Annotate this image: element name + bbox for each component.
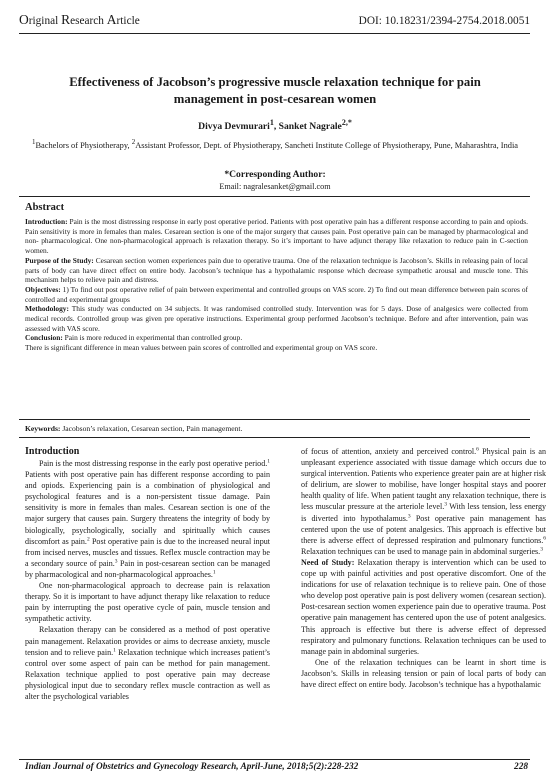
footer [25,762,528,772]
keywords-rule [19,437,530,438]
right-column [301,446,546,690]
paragraph: One non-pharmacological approach to decrease pain is relaxation therapy. So it is important to have adjunct therapy like relaxation to reduce pain by interrupting the post operative cycle of pain, muscle tension and sympathetic activity. [25,581,270,624]
abstract-purpose: Purpose of the Study: Cesarean section women experiences pain due to operative trauma. One of the relaxation technique is Jacobson’s. Skills in releasing pain of local parts of body can have direct effect on entire body. Jacobson’s technique has a hypothalamic response which decrease sympathetic arousal and muscle tone. This mechanism helps to relieve pain and distress. [25,255,528,285]
article-title: Effectiveness of Jacobson’s progressive muscle relaxation technique for pain management in post-cesarean women [69,75,481,106]
header-rule [19,33,530,34]
abstract-objectives: Objectives: 1) To find out post operative relief of pain between experimental and controlled groups on VAS score. 2) To find out mean difference between pain scores of controlled and experimental groups [25,284,528,304]
footer-rule [19,759,530,760]
abstract-intro: Introduction: Pain is the most distressing response in early post operative period. Patients with post operative pain has a different response according to pain and opiods. Pain sensitivity is more in females than males. Cesarean section is one of the major surgery that causes pain. Post operative pain can be managed by pharmacological and non- pharmacological. One non-pharmacological approach is relaxation therapy. So it’s important to have adjunct therapy like relaxation to reduce pain in C-section women. [25,217,528,256]
corresponding-email[interactable]: Email: nagralesanket@gmail.com [219,182,331,191]
paragraph: One of the relaxation techniques can be learnt in short time is Jacobson’s. Skills in releasing tension or pain of local parts of body can have direct effect on entire body. Jacobson’s technique has a hypothalamic [301,657,546,689]
article-type: Original Research Article [19,12,140,27]
introduction-heading: Introduction [25,446,80,457]
paragraph: Pain is the most distressing response in the early post operative period.$^1$ Patients with post operative pain has different response according to pain and opiods. Experiencing pain is a combination of physiological and psychological features and is a non-persistent tissue damage. Pain sensitivity is more in females than males. Cesarean section is one of the major surgery that causes pain. Surgery threatens the integrity of body by biologically, psychologically, socially and spiritually which causes discomfort as pain.$^2$ Post operative pain is due to the increased neural input from incised nerves, muscles and tissues. Reflex muscle contraction may be a secondary source of pain.$^3$ Pain in post-cesarean section can be managed by pharmacological and non-pharmacological approaches.$^1$ [25,458,270,579]
abstract-body [25,217,528,353]
paragraph: Relaxation therapy can be considered as a method of post operative pain management. Relaxation provides or aims to decrease anxiety, muscle tension and to relieve pain.$^1$ Relaxation technique which increases patient’s control over some aspect of pain can be method for pain management. Relaxation technique applied to post operative pain may decrease physiological input due to secondary reflex muscle contraction as well as alter the psychological variables [25,625,270,701]
abstract-methodology: Methodology: This study was conducted on 34 subjects. It was randomised controlled study. Intervention was for 5 days. Dose of analgesics were collected from medical records. Controlled group was given pre operative instructions. Experimental group performed Jacobson’s technique. Before and after intervention, pain was assessed with VAS score. [25,304,528,333]
doi[interactable]: DOI: 10.18231/2394-2754.2018.0051 [358,15,530,27]
authors: Divya Devmurari$^1$, Sanket Nagrale$^{2,*}$ [198,118,352,133]
keywords: Keywords: Jacobson’s relaxation, Cesarean section, Pain management. [25,424,243,433]
affiliations: $^1$Bachelors of Physiotherapy, $^2$Assistant Professor, Dept. of Physiotherapy, Sancheti Institute College of Physiotherapy, Pune, Maharashtra, India [31,138,519,150]
abstract-last-line: There is significant difference in mean values between pain scores of controlled and experimental group on VAS score. [25,343,378,353]
page-number: 228 [514,762,528,772]
abstract-rule-top [19,196,530,197]
abstract-heading: Abstract [25,202,65,213]
need-of-study: Need of Study: Relaxation therapy is intervention which can be used to cope up with painful activities and post operative discomfort. One of the indications for use of relaxation technique is to relieve pain. One of those who develop post operative pain is post delivery women (cesarean section). Post-cesarean section women experience pain due to operative trauma. Post operative pain management has centered upon the use of potent analgesics. This approach is effective but there is adverse effect of depressed respiratory and pulmonary functions. Relaxation techniques can be used to manage pain in abdominal surgeries. [301,557,546,656]
abstract-conclusion: Conclusion: Pain is more reduced in experimental than controlled group. [25,333,243,343]
author-1: Divya Devmurari [198,121,270,133]
running-header [19,12,530,28]
corresponding-label: *Corresponding Author: [224,169,326,180]
author-2: Sanket Nagrale [278,121,342,133]
paragraph: of focus of attention, anxiety and perceived control.$^6$ Physical pain is an unpleasant experience associated with tissue damage which occurs due to surgical intervention. Patients who experience greater pain are at higher risk of delirium, are slower to mobilise, have longer hospital stays and poorer health quality of life. When patient taught any relaxation technique, there is less muscular pressure at the arteriole level.$^3$ With less tension, less energy is diverted into hypothalamus.$^3$ Post operative pain management has centered upon the use of potent analgesics. This approach is effective but there is adverse effect of depressed respiration and pulmonary functions.$^6$ Relaxation techniques can be used to manage pain in abdominal surgeries.$^3$ [301,446,546,556]
abstract-rule-bottom [19,419,530,420]
left-column [25,446,270,702]
journal-citation: Indian Journal of Obstetrics and Gynecology Research, April-June, 2018;5(2):228-232 [25,762,359,772]
